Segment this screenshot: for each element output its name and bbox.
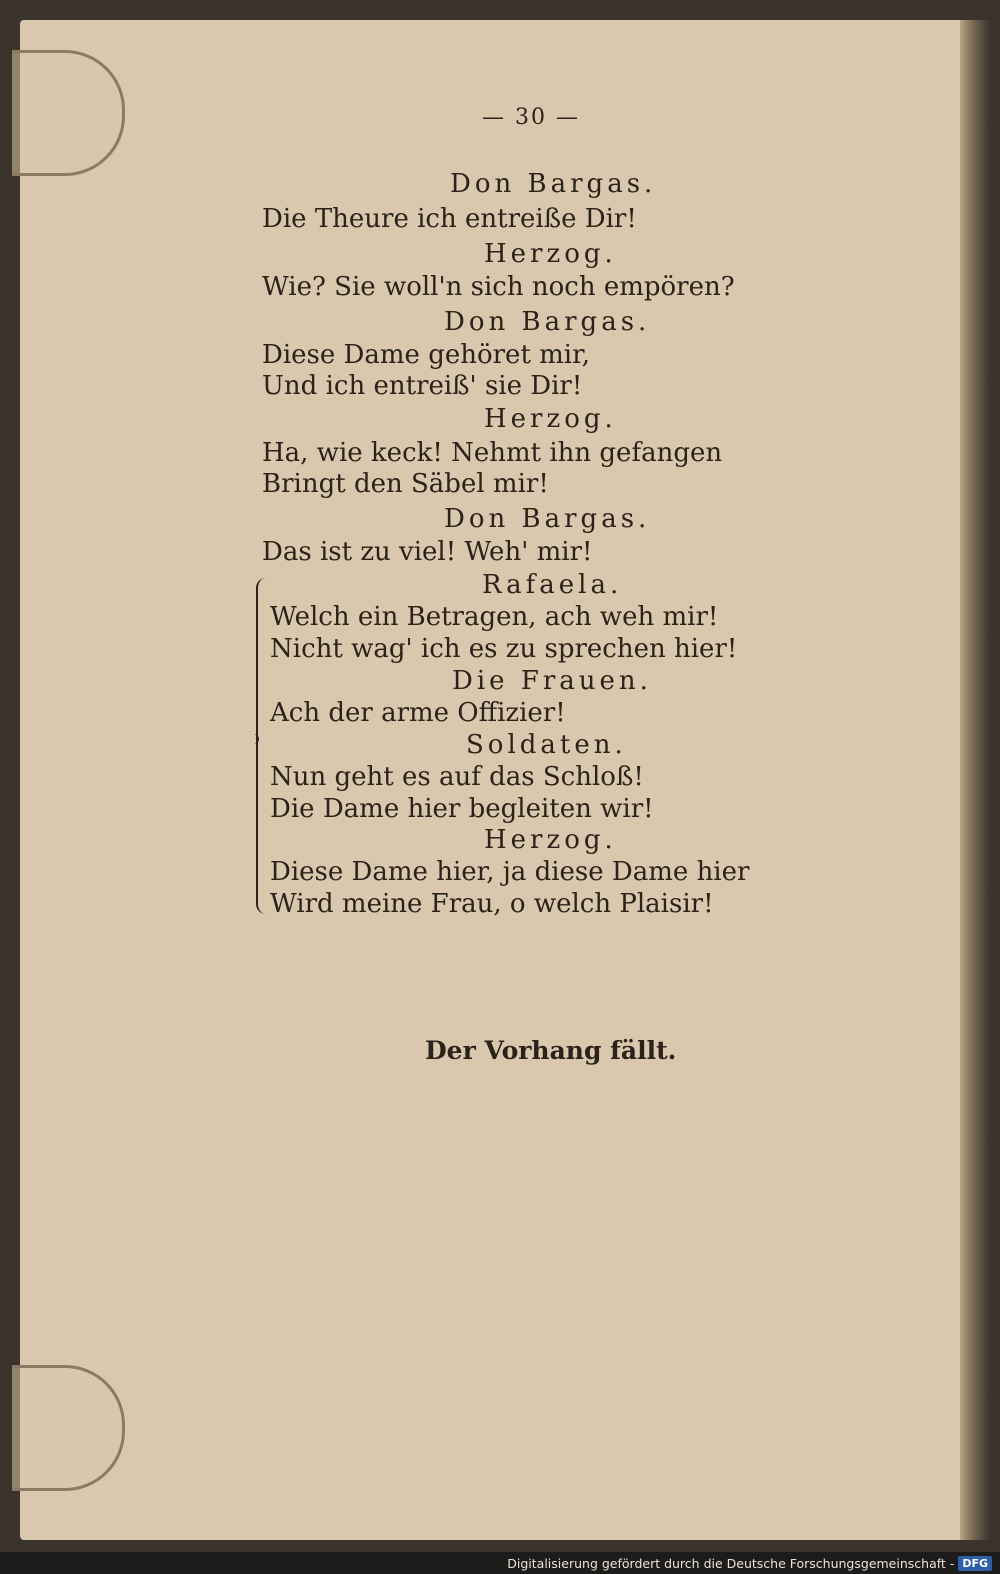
verse-line: Ach der arme Offizier! (270, 698, 566, 728)
verse-line: Das ist zu viel! Weh' mir! (262, 537, 593, 567)
speaker-heading: Don Bargas. (450, 169, 657, 199)
dfg-logo: DFG (958, 1556, 992, 1571)
ensemble-brace (256, 578, 268, 914)
verse-line: Diese Dame hier, ja diese Dame hier (270, 857, 750, 887)
speaker-heading: Soldaten. (466, 730, 627, 760)
verse-line: Die Theure ich entreiße Dir! (262, 204, 637, 234)
verse-line: Wie? Sie woll'n sich noch empören? (262, 272, 735, 302)
verse-line: Welch ein Betragen, ach weh mir! (270, 602, 719, 632)
speaker-heading: Herzog. (484, 825, 617, 855)
speaker-heading: Herzog. (484, 239, 617, 269)
speaker-heading: Herzog. (484, 404, 617, 434)
speaker-heading: Die Frauen. (452, 666, 652, 696)
verse-line: Und ich entreiß' sie Dir! (262, 371, 583, 401)
verse-line: Nicht wag' ich es zu sprechen hier! (270, 634, 738, 664)
digitization-footer (0, 1552, 1000, 1574)
verse-line: Nun geht es auf das Schloß! (270, 762, 644, 792)
footer-text: Digitalisierung gefördert durch die Deutsche Forschungsgemeinschaft - (507, 1555, 955, 1571)
verse-line: Die Dame hier begleiten wir! (270, 794, 654, 824)
ensemble-brace-tip (249, 734, 259, 744)
verse-line: Wird meine Frau, o welch Plaisir! (270, 889, 714, 919)
verse-line: Bringt den Säbel mir! (262, 469, 549, 499)
speaker-heading: Don Bargas. (444, 307, 651, 337)
speaker-heading: Rafaela. (482, 570, 623, 600)
verse-line: Ha, wie keck! Nehmt ihn gefangen (262, 438, 723, 468)
curtain-line: Der Vorhang fällt. (425, 1036, 677, 1065)
verse-line: Diese Dame gehöret mir, (262, 340, 590, 370)
speaker-heading: Don Bargas. (444, 504, 651, 534)
page-number: — 30 — (482, 105, 580, 130)
